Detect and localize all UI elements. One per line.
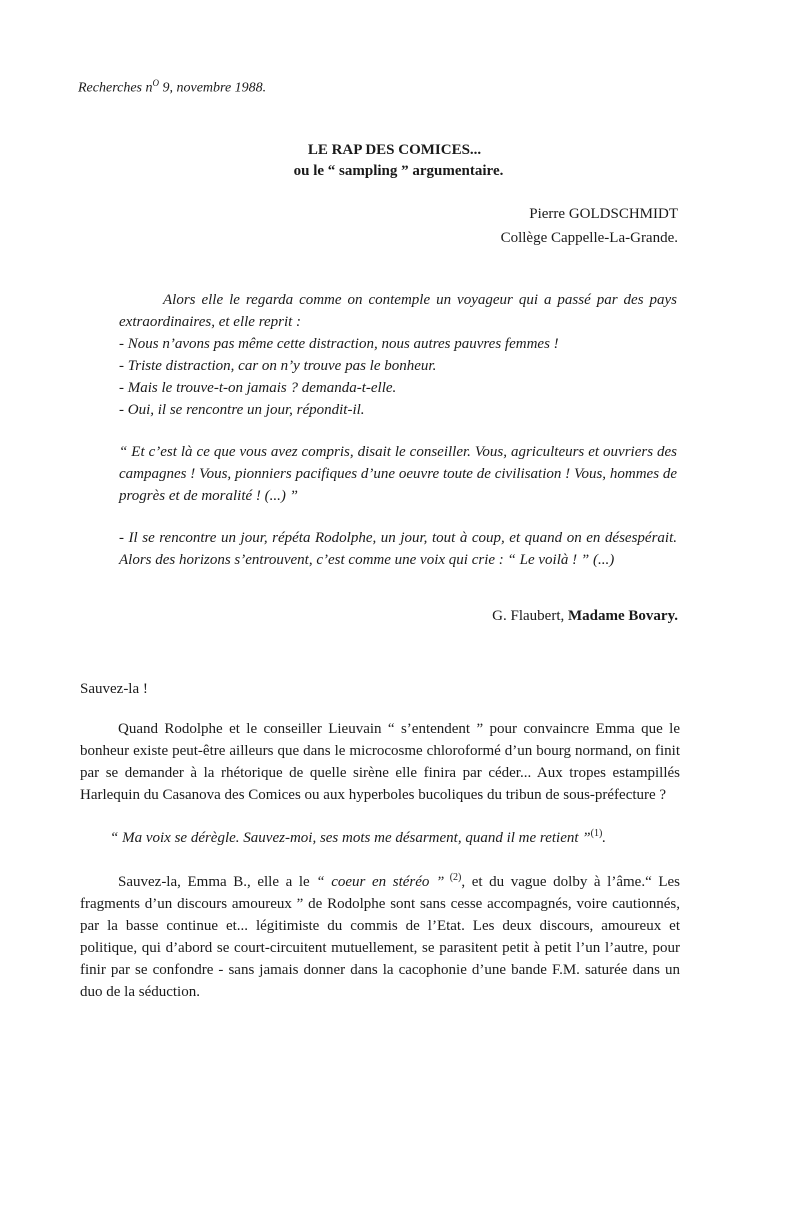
epigraph-line: - Oui, il se rencontre un jour, répondit-il. bbox=[119, 402, 365, 418]
footnote-ref-2: (2) bbox=[444, 872, 462, 883]
body-paragraph-1: Quand Rodolphe et le conseiller Lieuvain “ s’entendent ” pour convaincre Emma que le bonheur existe peut-être ailleurs que dans le microcosme chloroformé d’un bourg normand, on finit par se demander à la rhétorique de quelle sirène elle finira par céder... Aux tropes estampillés Harlequin du Casanova des Comices ou aux hyperboles bucoliques du tribun de sous-préfecture ? bbox=[80, 721, 680, 803]
journal-prefix: Recherches n bbox=[78, 80, 153, 96]
epigraph-line: - Mais le trouve-t-on jamais ? demanda-t-elle. bbox=[119, 380, 397, 396]
title-line-2: ou le “ sampling ” argumentaire. bbox=[293, 163, 504, 179]
citation-book: Madame Bovary. bbox=[568, 608, 678, 624]
para2-rest: , et du vague dolby à l’âme.“ Les fragments d’un discours amoureux ” de Rodolphe sont sans cesse accompagnés, voire cautionnés, par la basse continue et... légitimiste du commis de l’Etat. Les deux discours, amoureux et politique, qui d’abord se court-circuitent mutuellement, se parasitent petit à petit l’un l’autre, pour finir par se confondre - sans jamais donner dans la cacophonie d’une bande F.M. saturée dans un duo de la séduction. bbox=[80, 874, 680, 1000]
title-line-1: LE RAP DES COMICES... bbox=[307, 142, 482, 158]
opening-line: Sauvez-la ! bbox=[80, 681, 148, 697]
epigraph-line: Alors elle le regarda comme on contemple un voyageur qui a passé par des pays extraordinaires, et elle reprit : bbox=[119, 292, 677, 330]
epigraph-line: - Nous n’avons pas même cette distraction, nous autres pauvres femmes ! bbox=[119, 336, 559, 352]
citation-author: G. Flaubert, bbox=[492, 608, 568, 624]
author-affiliation: Collège Cappelle-La-Grande. bbox=[500, 230, 678, 246]
journal-header bbox=[78, 78, 266, 97]
article-title bbox=[0, 140, 789, 182]
footnote-ref-1: (1) bbox=[590, 828, 603, 839]
journal-date: 9, novembre 1988. bbox=[159, 80, 267, 96]
epigraph bbox=[119, 289, 677, 571]
quote-text: “ Ma voix se dérègle. Sauvez-moi, ses mots me désarment, quand il me retient ” bbox=[110, 830, 591, 846]
body-paragraph-2 bbox=[80, 867, 680, 1003]
epigraph-council-speech: “ Et c’est là ce que vous avez compris, disait le conseiller. Vous, agriculteurs et ouvriers des campagnes ! Vous, pionniers pacifiques d’une oeuvre toute de civilisation ! Vous, hommes de progrès et de moralité ! (...) ” bbox=[119, 444, 677, 504]
body-quote bbox=[80, 823, 680, 849]
epigraph-citation bbox=[492, 608, 678, 625]
epigraph-line: - Triste distraction, car on n’y trouve pas le bonheur. bbox=[119, 358, 437, 374]
journal-number-sup: O bbox=[152, 78, 159, 88]
author-name: Pierre GOLDSCHMIDT bbox=[529, 206, 678, 222]
author-block bbox=[501, 202, 678, 250]
epigraph-rodolphe-speech: - Il se rencontre un jour, répéta Rodolphe, un jour, tout à coup, et quand on en désespérait. Alors des horizons s’entrouvent, c’est comme une voix qui crie : “ Le voilà ! ” (...) bbox=[119, 530, 677, 568]
article-body bbox=[80, 678, 680, 1003]
quote-end: . bbox=[602, 830, 607, 846]
para2-start: Sauvez-la, Emma B., elle a le bbox=[118, 874, 317, 890]
para2-italic: “ coeur en stéréo ” bbox=[316, 874, 445, 890]
